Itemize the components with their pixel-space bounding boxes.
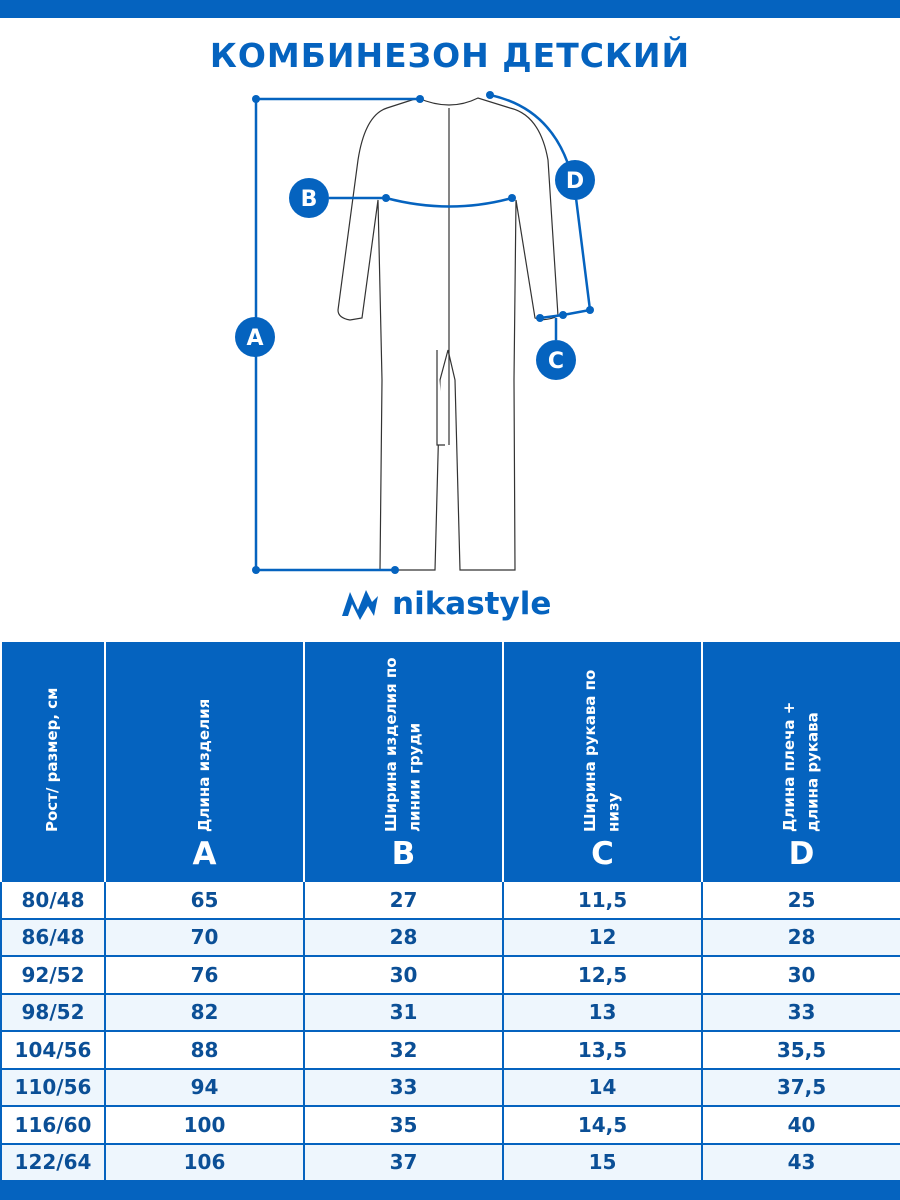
measurement-cell: 76 xyxy=(105,956,304,994)
size-cell: 86/48 xyxy=(1,919,105,957)
table-row xyxy=(1,881,900,919)
measurement-cell: 88 xyxy=(105,1031,304,1069)
size-cell: 92/52 xyxy=(1,956,105,994)
label-c: C xyxy=(547,349,565,374)
column-letter: D xyxy=(788,836,815,872)
label-d: D xyxy=(565,169,585,194)
measurement-cell: 11,5 xyxy=(503,881,702,919)
measurement-cell: 35 xyxy=(304,1106,503,1144)
table-row xyxy=(1,1144,900,1182)
measurement-cell: 94 xyxy=(105,1069,304,1107)
label-b: B xyxy=(300,187,318,212)
brand-name: nikastyle xyxy=(392,586,552,622)
garment-diagram xyxy=(0,70,900,580)
bottom-bar xyxy=(0,1180,900,1200)
size-cell: 122/64 xyxy=(1,1144,105,1182)
measurement-cell: 31 xyxy=(304,994,503,1032)
measurement-cell: 40 xyxy=(702,1106,900,1144)
top-bar xyxy=(0,0,900,18)
measurement-cell: 30 xyxy=(702,956,900,994)
measurement-cell: 13,5 xyxy=(503,1031,702,1069)
size-table xyxy=(0,642,900,1182)
measurement-cell: 15 xyxy=(503,1144,702,1182)
measurement-cell: 13 xyxy=(503,994,702,1032)
column-header-label: Ширина изделия по линии груди xyxy=(382,657,424,832)
table-row xyxy=(1,919,900,957)
measurement-cell: 65 xyxy=(105,881,304,919)
measurement-cell: 32 xyxy=(304,1031,503,1069)
measurement-cell: 82 xyxy=(105,994,304,1032)
column-letter: C xyxy=(591,836,614,872)
size-cell: 80/48 xyxy=(1,881,105,919)
measurement-cell: 25 xyxy=(702,881,900,919)
table-row xyxy=(1,956,900,994)
nikastyle-logo-icon xyxy=(340,586,380,622)
measurement-cell: 14,5 xyxy=(503,1106,702,1144)
measurement-cell: 27 xyxy=(304,881,503,919)
measurement-cell: 106 xyxy=(105,1144,304,1182)
measurement-cell: 28 xyxy=(702,919,900,957)
table-row xyxy=(1,994,900,1032)
jumpsuit-outline xyxy=(338,98,558,570)
column-header xyxy=(105,642,304,881)
label-a: A xyxy=(246,326,264,351)
column-header xyxy=(503,642,702,881)
page-title: КОМБИНЕЗОН ДЕТСКИЙ xyxy=(209,36,691,75)
size-cell: 110/56 xyxy=(1,1069,105,1107)
measurement-cell: 14 xyxy=(503,1069,702,1107)
column-letter: A xyxy=(192,836,217,872)
measurement-cell: 28 xyxy=(304,919,503,957)
column-header-label: Длина изделия xyxy=(194,698,213,832)
size-cell: 116/60 xyxy=(1,1106,105,1144)
measurement-cell: 100 xyxy=(105,1106,304,1144)
column-header-label: Рост/ размер, см xyxy=(43,687,62,832)
measurement-cell: 37 xyxy=(304,1144,503,1182)
column-header xyxy=(1,642,105,881)
table-row xyxy=(1,1069,900,1107)
column-letter xyxy=(2,872,104,880)
brand-logo xyxy=(340,586,551,622)
size-cell: 104/56 xyxy=(1,1031,105,1069)
column-header-label: Ширина рукава по низу xyxy=(581,669,623,832)
measurement-cell: 33 xyxy=(702,994,900,1032)
table-row xyxy=(1,1106,900,1144)
column-header-label: Длина плеча + длина рукава xyxy=(780,701,822,832)
measurement-cell: 37,5 xyxy=(702,1069,900,1107)
measurement-cell: 12 xyxy=(503,919,702,957)
measurement-cell: 33 xyxy=(304,1069,503,1107)
measurement-cell: 35,5 xyxy=(702,1031,900,1069)
column-header xyxy=(304,642,503,881)
measurement-cell: 70 xyxy=(105,919,304,957)
size-cell: 98/52 xyxy=(1,994,105,1032)
table-row xyxy=(1,1031,900,1069)
column-letter: B xyxy=(391,836,416,872)
measurement-cell: 30 xyxy=(304,956,503,994)
measurement-cell: 12,5 xyxy=(503,956,702,994)
measurement-cell: 43 xyxy=(702,1144,900,1182)
column-header xyxy=(702,642,900,881)
